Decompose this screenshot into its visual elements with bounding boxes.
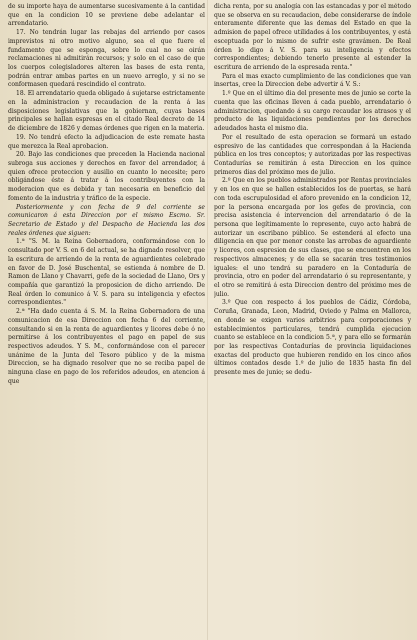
left-column-paragraph: 20. Bajo las condiciones que preceden la Hacienda nacional subroga sus acciones y derechos en favor del arrendador, á quien ofrece proteccion y ausilio en cuanto lo necesite; pero obligándose éste á tratar á los contribuyentes con la moderacion que es debida y tan necesaria en beneficio del fomento de la industria y tráfico de la especie. [8,151,205,202]
left-column-paragraph: 19. No tendrá efecto la adjudicacion de este remate hasta que merezca la Real aprobacion. [8,133,205,150]
left-column-paragraph: 17. No tendrán lugar las rebajas del arriendo por casos imprevistos ni otro motivo alguno, sea el que fuere el fundamento que se esponga, sobre lo cual no se oirán reclamaciones ni admitirán recursos; y solo en el caso de que los cuerpos colegisladores alteren las bases de esta renta, podrán entrar ambas partes en un nuevo arreglo, y si no se conformasen quedará rescindido el contrato. [8,29,205,89]
right-column [214,3,411,640]
left-column-paragraph: 1.ª "S. M. la Reina Gobernadora, conformándose con lo consultado por V. S. en 6 del actual, se ha dignado resolver, que la escritura de arriendo de la renta de aguardientes celebrado en favor de D. José Buschental, se estienda á nombre de D. Ramon de Llano y Chavarri, gefe de la sociedad de Llano, Ors y compañía que garantizó la proposicion de dicho arriendo. De Real órden lo comunico á V. S. para su inteligencia y efectos correspondientes." [8,238,205,307]
left-column-paragraph: 2.ª "Ha dado cuenta á S. M. la Reina Gobernadora de una comunicacion de esa Direccion con fecha 6 del corriente, consultando si en la renta de aguardientes y licores debe ó no permitirse á los contribuyentes el pago en papel de sus respectivos adeudos. Y S. M., conformándose con el parecer unánime de la Junta del Tesoro público y de la misma Direccion, se ha dignado resolver que no se reciba papel de ninguna clase en pago de los referidos adeudos, en atencion á que [8,308,205,385]
right-column-paragraph: 3.º Que con respecto á los pueblos de Cádiz, Córdoba, Coruña, Granada, Leon, Madrid, Oviedo y Palma en Mallorca, en donde se exigen varios arbitrios para corporaciones y establecimientos particulares, tendrá cumplida ejecucion cuanto se establece en la condicion 5.ª, y para ello se formarán por las respectivas Contadurías de provincia liquidaciones exactas del producto que hubieren rendido en los cinco años últimos contados desde 1.º de julio de 1835 hasta fin del presente mes de junio; se dedu- [214,299,411,377]
left-column-paragraph: de su importe haya de aumentarse sucesivamente á la cantidad que en la condicion 10 se previene debe adelantar el arrendatario. [8,3,205,28]
right-column-paragraph: 2.º Que en los pueblos administrados por Rentas provinciales y en los en que se hallen establecidos los de puertas, se hará con toda escrupulosidad el aforo prevenido en la condicion 12, por la persona encargada por los gefes de provincia, con precisa asistencia é intervencion del arrendatario ó de la persona que legítimamente lo represente, cuyo acto habrá de autorizar un escribano público. Se estenderá al efecto una diligencia en que por menor conste las arrobas de aguardiente y licores, con espresion de sus clases, que se encuentren en los respectivos almacenes; y de ella se sacarán tres testimonios iguales: el uno tendrá su paradero en la Contaduría de provincia, otro en poder del arrendatario ó su representante, y el otro se remitirá á esta Direccion dentro del próximo mes de julio. [214,177,411,298]
right-column-paragraph: dicha renta, por su analogía con las estancadas y por el método que se observa en su recaudacion, debe considerarse de índole enteramente diferente que las demas del Estado en que la admision de papel ofrece utilidades á los contribuyentes, y está esceptuada por lo mismo de sufrir este gravámen. De Real órden lo digo á V. S. para su inteligencia y efectos correspondientes; debiendo tenerlo presente al estender la escritura de arriendo de la espresada renta." [214,3,411,72]
left-column-paragraph: 18. El arrendatario queda obligado á sujetarse estrictamente en la administracion y recaudacion de la renta á las disposiciones legislativas que la gobiernan, cuyas bases principales se hallan espresas en el citado Real decreto de 14 de diciembre de 1826 y demas órdenes que rigen en la materia. [8,90,205,133]
column-gutter [207,0,208,640]
text-columns [8,3,411,640]
left-column-paragraph: Posteriormente y con fecha de 9 del corriente se comunicaron á esta Direccion por el mismo Escmo. Sr. Secretario de Estado y del Despacho de Hacienda las dos reales órdenes que siguen: [8,203,205,237]
right-column-paragraph: 1.º Que en el último dia del presente mes de junio se corte la cuenta que las oficinas lleven á cada pueblo, arrendatario ó administracion, quedando á su cargo recaudar los atrasos y el producto de las liquidaciones pendientes por los derechos adeudados hasta el mismo dia. [214,90,411,133]
left-column [8,3,205,640]
right-column-paragraph: Para el mas exacto cumplimiento de las condiciones que van insertas, cree la Direccion debe advertir á V. S.: [214,72,411,89]
right-column-paragraph: Por el resultado de esta operacion se formará un estado espresivo de las cantidades que correspondan á la Hacienda pública en los tres conceptos; y autorizadas por las respectivas Contadurías se remitirán á esta Direccion en los quince primeros dias del próximo mes de julio. [214,133,411,176]
